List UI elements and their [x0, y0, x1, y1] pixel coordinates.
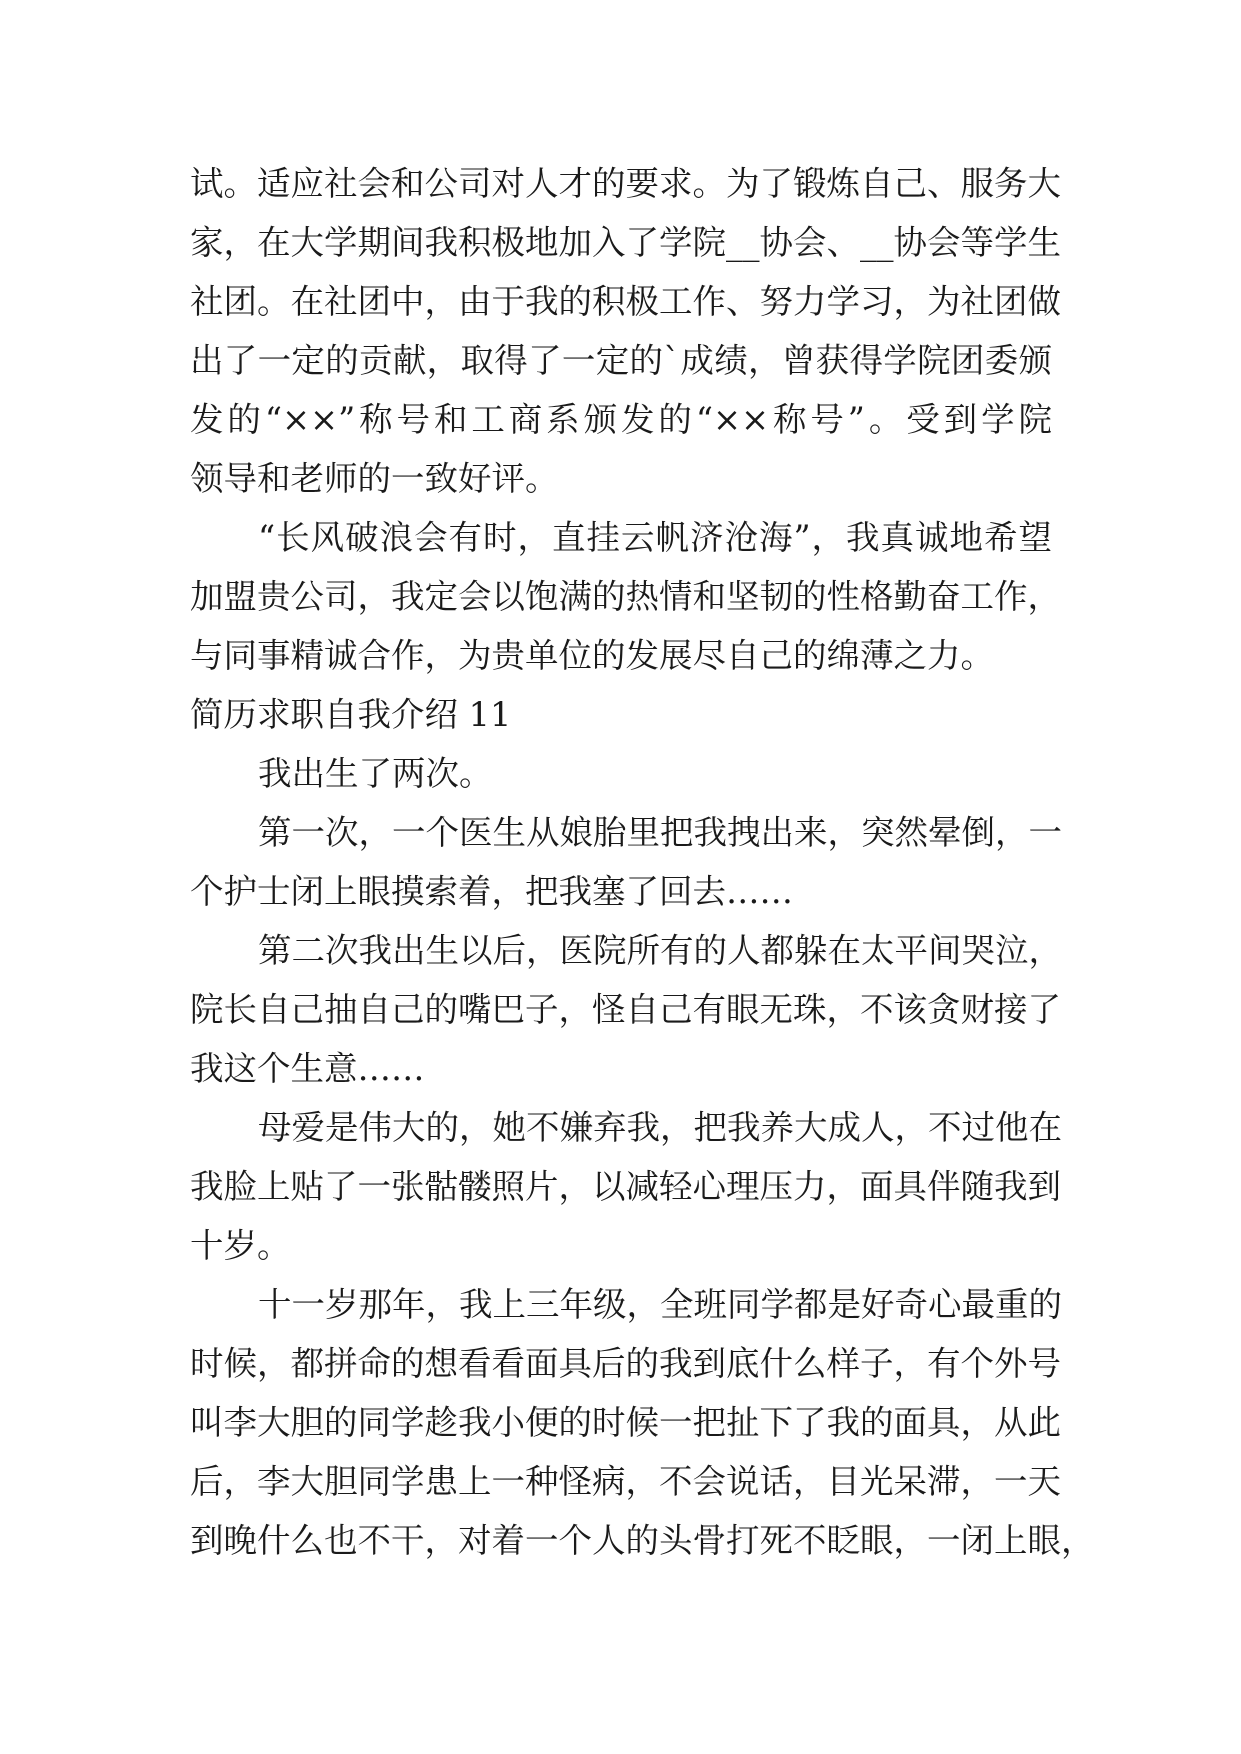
text-line: 后，李大胆同学患上一种怪病，不会说话，目光呆滞，一天 — [190, 1462, 1061, 1501]
text-line: 加盟贵公司，我定会以饱满的热情和坚韧的性格勤奋工作， — [190, 577, 1061, 616]
text-line: 个护士闭上眼摸索着，把我塞了回去…… — [190, 872, 793, 911]
paragraph-first-line: 我出生了两次。 — [258, 754, 493, 793]
text-line: 家，在大学期间我积极地加入了学院__协会、__协会等学生 — [190, 223, 1061, 262]
text-line: 领导和老师的一致好评。 — [190, 459, 559, 498]
text-line: 十岁。 — [190, 1226, 291, 1265]
text-line: 出了一定的贡献，取得了一定的`成绩，曾获得学院团委颁 — [190, 341, 1052, 380]
text-line: 到晚什么也不干，对着一个人的头骨打死不眨眼，一闭上眼， — [190, 1521, 1095, 1560]
text-line: 时候，都拼命的想看看面具后的我到底什么样子，有个外号 — [190, 1344, 1061, 1383]
text-line: 院长自己抽自己的嘴巴子，怪自己有眼无珠，不该贪财接了 — [190, 990, 1061, 1029]
paragraph-first-line: 母爱是伟大的，她不嫌弃我，把我养大成人，不过他在 — [258, 1108, 1062, 1147]
paragraph-first-line: 第一次，一个医生从娘胎里把我拽出来，突然晕倒，一 — [258, 813, 1062, 852]
text-line: 试。适应社会和公司对人才的要求。为了锻炼自己、服务大 — [190, 164, 1061, 203]
text-line: 与同事精诚合作，为贵单位的发展尽自己的绵薄之力。 — [190, 636, 994, 675]
text-line: 我这个生意…… — [190, 1049, 425, 1088]
paragraph-first-line: 十一岁那年，我上三年级，全班同学都是好奇心最重的 — [258, 1285, 1062, 1324]
paragraph-first-line: “长风破浪会有时，直挂云帆济沧海”，我真诚地希望 — [258, 518, 1052, 557]
text-line: 我脸上贴了一张骷髅照片，以减轻心理压力，面具伴随我到 — [190, 1167, 1061, 1206]
text-line: 发的“××”称号和工商系颁发的“××称号”。受到学院 — [190, 400, 1052, 439]
section-heading: 简历求职自我介绍 11 — [190, 695, 512, 734]
text-line: 社团。在社团中，由于我的积极工作、努力学习，为社团做 — [190, 282, 1061, 321]
text-line: 叫李大胆的同学趁我小便的时候一把扯下了我的面具，从此 — [190, 1403, 1061, 1442]
paragraph-first-line: 第二次我出生以后，医院所有的人都躲在太平间哭泣， — [258, 931, 1062, 970]
